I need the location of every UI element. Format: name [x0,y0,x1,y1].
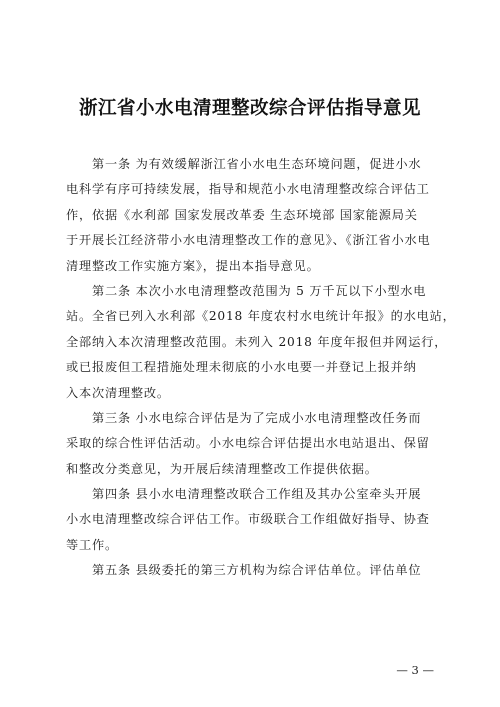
paragraph-line: 站。全省已列入水利部《2018 年度农村水电统计年报》的水电站， [66,309,456,324]
paragraph-line: 入本次清理整改。 [66,385,170,400]
paragraph-line: 小水电清理整改综合评估工作。市级联合工作组做好指导、协查 [66,512,430,527]
page-number: — 3 — [396,663,434,677]
paragraph-line: 或已报废但工程措施处理未彻底的小水电要一并登记上报并纳 [66,360,417,375]
paragraph-line: 和整改分类意见，为开展后续清理整改工作提供依据。 [66,461,378,476]
paragraph-line: 电科学有序可持续发展，指导和规范小水电清理整改综合评估工 [66,182,430,197]
paragraph-line: 清理整改工作实施方案》，提出本指导意见。 [66,258,320,273]
paragraph-line: 第五条 县级委托的第三方机构为综合评估单位。评估单位 [92,563,422,578]
paragraph-article-4 [66,482,430,558]
paragraph-article-5 [92,558,422,583]
paragraph-line: 于开展长江经济带小水电清理整改工作的意见》、《浙江省小水电 [66,233,431,248]
paragraph-article-3 [66,406,430,482]
paragraph-article-2 [66,279,456,406]
paragraph-line: 第三条 小水电综合评估是为了完成小水电清理整改任务而 [92,410,422,425]
paragraph-line: 采取的综合性评估活动。小水电综合评估提出水电站退出、保留 [66,436,430,451]
paragraph-line: 等工作。 [66,537,118,552]
paragraph-line: 第一条 为有效缓解浙江省小水电生态环境问题，促进小水 [92,157,422,171]
paragraph-line: 第二条 本次小水电清理整改范围为 5 万千瓦以下小型水电 [92,283,427,298]
paragraph-line: 全部纳入本次清理整改范围。未列入 2018 年度年报但并网运行， [66,334,448,349]
paragraph-line: 作，依据《水利部 国家发展改革委 生态环境部 国家能源局关 [66,207,418,222]
paragraph-article-1 [66,152,431,279]
paragraph-line: 第四条 县小水电清理整改联合工作组及其办公室牵头开展 [92,487,422,502]
document-body [66,152,456,584]
document-title: 浙江省小水电清理整改综合评估指导意见 [78,98,421,119]
